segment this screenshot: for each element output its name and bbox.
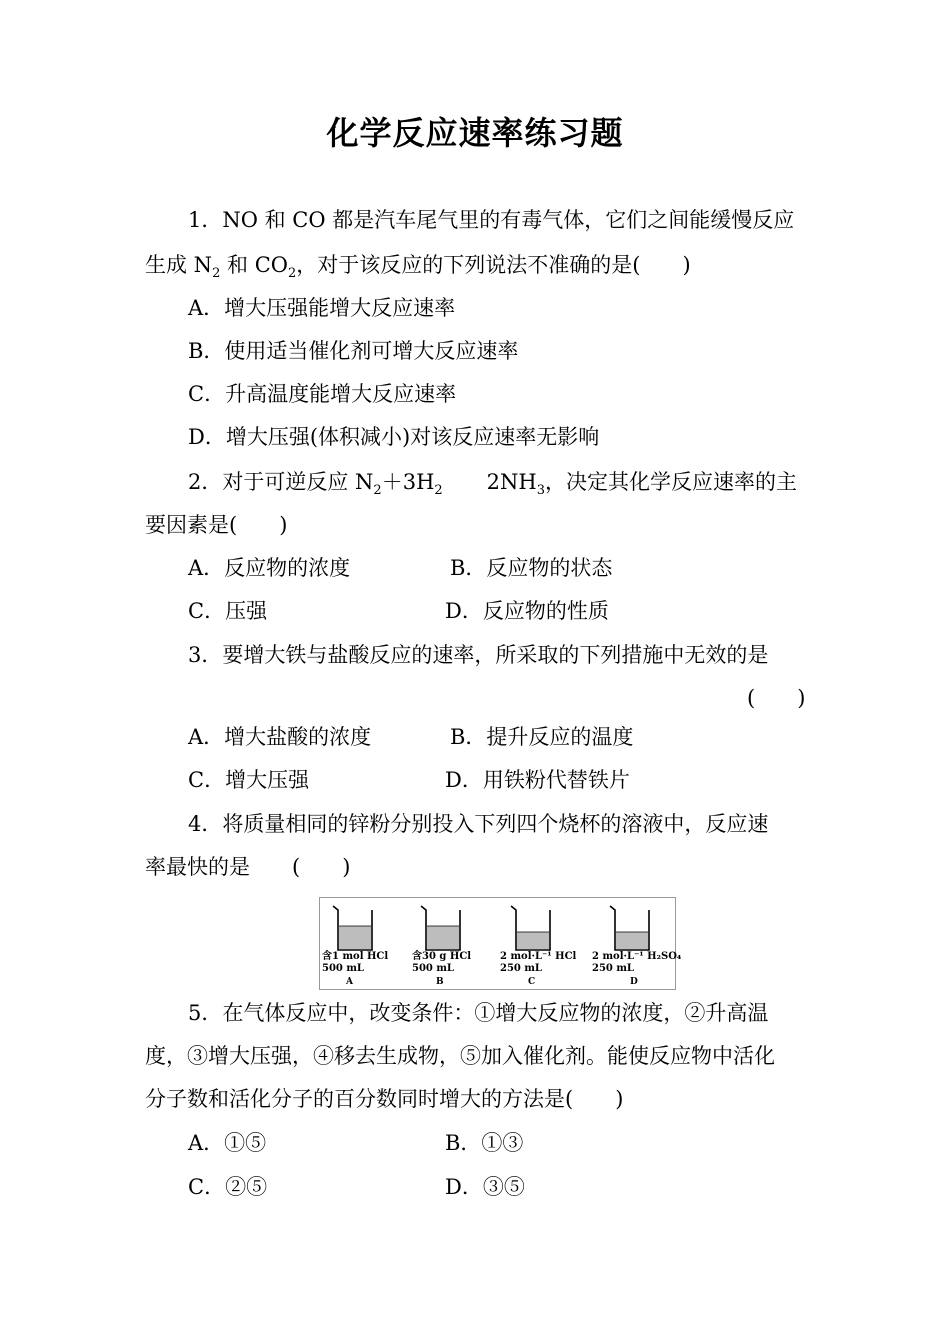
q1-option-c: C．升高温度能增大反应速率 <box>188 382 457 406</box>
beaker-figure <box>319 897 682 990</box>
q3-option-c: C．增大压强 <box>188 768 310 792</box>
q5-option-d: D．③⑤ <box>445 1175 525 1199</box>
q4-line-1: 4．将质量相同的锌粉分别投入下列四个烧杯的溶液中，反应速 <box>188 812 769 836</box>
beaker-c-letter: C <box>528 977 536 987</box>
q3-answer-bracket: ( ) <box>747 686 806 710</box>
q1-option-a: A．增大压强能增大反应速率 <box>188 296 456 320</box>
q3-option-d: D．用铁粉代替铁片 <box>445 768 630 792</box>
beaker-icon <box>330 904 376 952</box>
q2-line-1: 2．对于可逆反应 $N_2+3H_2$ $2NH_3$，决定其化学反应速率的主 <box>188 470 798 498</box>
q5-option-c: C．②⑤ <box>188 1175 268 1199</box>
beaker-b-label: 含30 g HCl 500 mL <box>412 951 472 974</box>
q2-option-c: C．压强 <box>188 599 268 623</box>
page-title: 化学反应速率练习题 <box>326 114 624 152</box>
beaker-a-letter: A <box>346 977 353 987</box>
q3-option-b: B．提升反应的温度 <box>450 725 634 749</box>
q3-option-a: A．增大盐酸的浓度 <box>188 725 372 749</box>
q1-option-b: B．使用适当催化剂可增大反应速率 <box>188 339 519 363</box>
beaker-c-label: 2 mol·L⁻¹ HCl 250 mL <box>500 951 577 974</box>
beaker-icon <box>607 904 653 952</box>
q1-line-2: 生成 $N_2$ 和 $CO_2$，对于该反应的下列说法不准确的是( ) <box>145 253 691 281</box>
q3-line-1: 3．要增大铁与盐酸反应的速率，所采取的下列措施中无效的是 <box>188 643 769 667</box>
q5-line-2: 度，③增大压强，④移去生成物，⑤加入催化剂。能使反应物中活化 <box>145 1044 775 1068</box>
beaker-icon <box>508 904 554 952</box>
q5-option-a: A．①⑤ <box>188 1131 267 1155</box>
q4-line-2: 率最快的是 ( ) <box>145 855 351 879</box>
q1-line-1: 1．NO 和 CO 都是汽车尾气里的有毒气体，它们之间能缓慢反应 <box>188 208 795 232</box>
q1-option-d: D．增大压强(体积减小)对该反应速率无影响 <box>188 425 600 449</box>
q5-option-b: B．①③ <box>445 1131 524 1155</box>
q2-option-a: A．反应物的浓度 <box>188 556 351 580</box>
q2-option-d: D．反应物的性质 <box>445 599 609 623</box>
q5-line-1: 5．在气体反应中，改变条件：①增大反应物的浓度，②升高温 <box>188 1001 769 1025</box>
q5-line-3: 分子数和活化分子的百分数同时增大的方法是( ) <box>145 1087 624 1111</box>
beaker-icon <box>418 904 464 952</box>
beaker-a-label: 含1 mol HCl 500 mL <box>322 951 389 974</box>
beaker-d-letter: D <box>630 977 638 987</box>
q2-line-2: 要因素是( ) <box>145 513 288 537</box>
beaker-b-letter: B <box>436 977 444 987</box>
q2-option-b: B．反应物的状态 <box>450 556 613 580</box>
beaker-d-label: 2 mol·L⁻¹ H₂SO₄ 250 mL <box>592 951 682 974</box>
